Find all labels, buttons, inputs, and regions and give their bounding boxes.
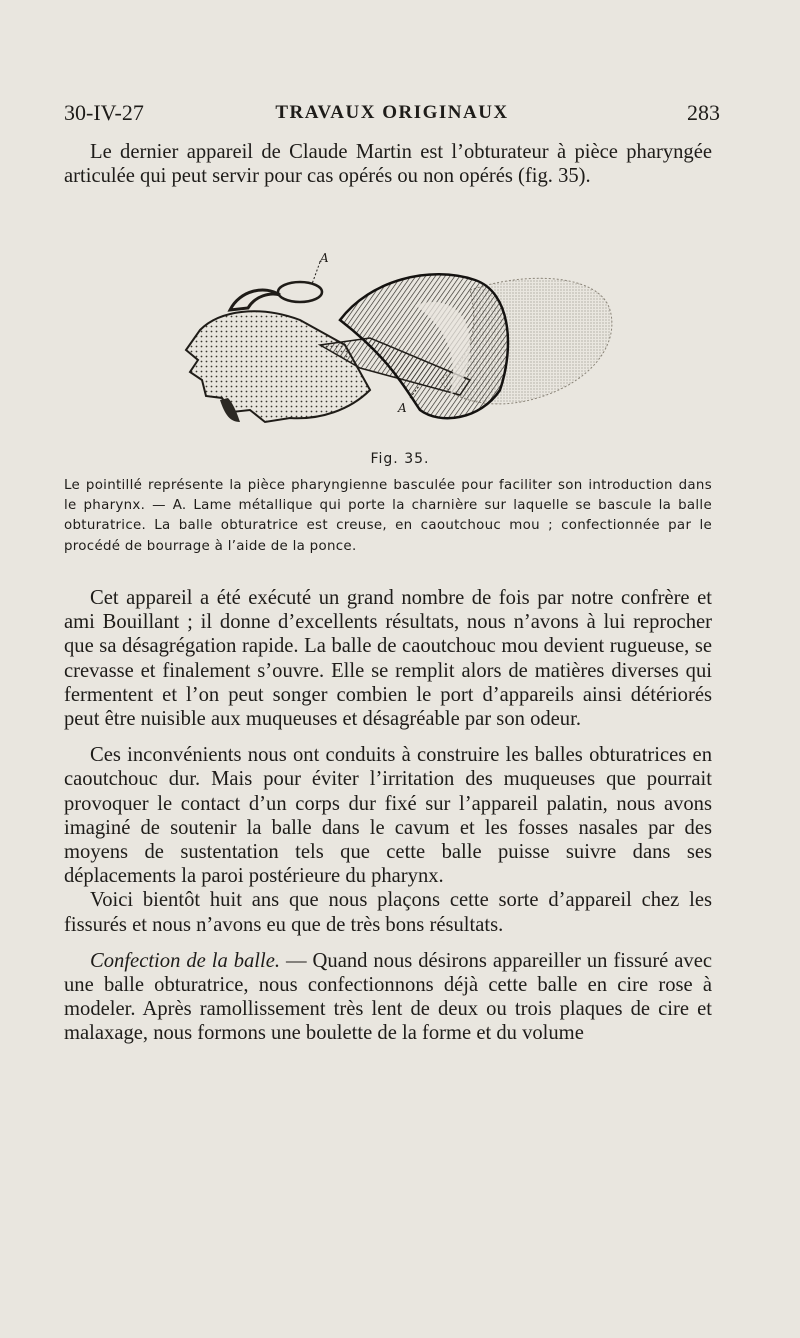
figure-marker-a-bottom: A	[398, 401, 407, 415]
figure-legend: Le pointillé représente la pièce pharyngienne basculée pour faciliter son introduction dans le pharynx. — A. Lame métallique qui porte la charnière sur laquelle se bascule la balle obturatrice. La balle obturatrice est creuse, en caoutchouc mou ; confectionnée par le procédé de bourrage à l’aide de la ponce.	[64, 478, 712, 554]
paragraph-bouillant: Cet appareil a été exécuté un grand nombre de fois par notre confrère et ami Bouillant ; il donne d’excellents résultats, nous n’avons à lui reprocher que sa désagrégation rapide. La balle de caoutchouc mou devient rugueuse, se crevasse et finalement s’ouvre. Elle se remplit alors de matières diverses qui fermentent et l’on peut songer combien le port d’appareils ainsi détériorés peut être nuisible aux muqueuses et désagréable par son odeur.	[64, 587, 712, 731]
figure-legend-block	[64, 476, 712, 557]
confection-text: — Quand nous désirons appareiller un fissuré avec une balle obturatrice, nous confectionnons déjà cette balle en cire rose à modeler. Après ramollissement très lent de deux ou trois plaques de cire et malaxage, nous formons une boulette de la forme et du volume	[64, 949, 712, 1045]
paragraph-confection	[64, 949, 712, 1046]
paragraph-huit-ans: Voici bientôt huit ans que nous plaçons cette sorte d’appareil chez les fissurés et nous n’avons eu que de très bons résultats.	[64, 889, 712, 936]
figure-label: Fig. 35.	[370, 451, 430, 467]
paragraph-inconvenients: Ces inconvénients nous ont conduits à construire les balles obturatrices en caoutchouc dur. Mais pour éviter l’irritation des muqueuses que pourrait provoquer le contact d’un corps dur fixé sur l’appareil palatin, nous avons imaginé de soutenir la balle dans le cavum et les fosses nasales par des moyens de sustentation tels que cette balle puisse suivre dans ses déplacements la paroi postérieure du pharynx.	[64, 744, 712, 888]
running-head-date: 30-IV-27	[64, 100, 144, 125]
running-head-section: TRAVAUX ORIGINAUX	[275, 102, 509, 123]
running-head	[64, 100, 720, 130]
confection-heading: Confection de la balle.	[90, 949, 281, 972]
main-text	[64, 586, 712, 1046]
intro-paragraph-block	[64, 140, 712, 188]
obturator-illustration	[170, 250, 630, 440]
figure-marker-a-top: A	[320, 251, 329, 265]
intro-paragraph: Le dernier appareil de Claude Martin est l’obturateur à pièce pharyngée articulée qui peut servir pour cas opérés ou non opérés (fig. 35).	[64, 141, 712, 188]
page-number: 283	[687, 100, 720, 125]
